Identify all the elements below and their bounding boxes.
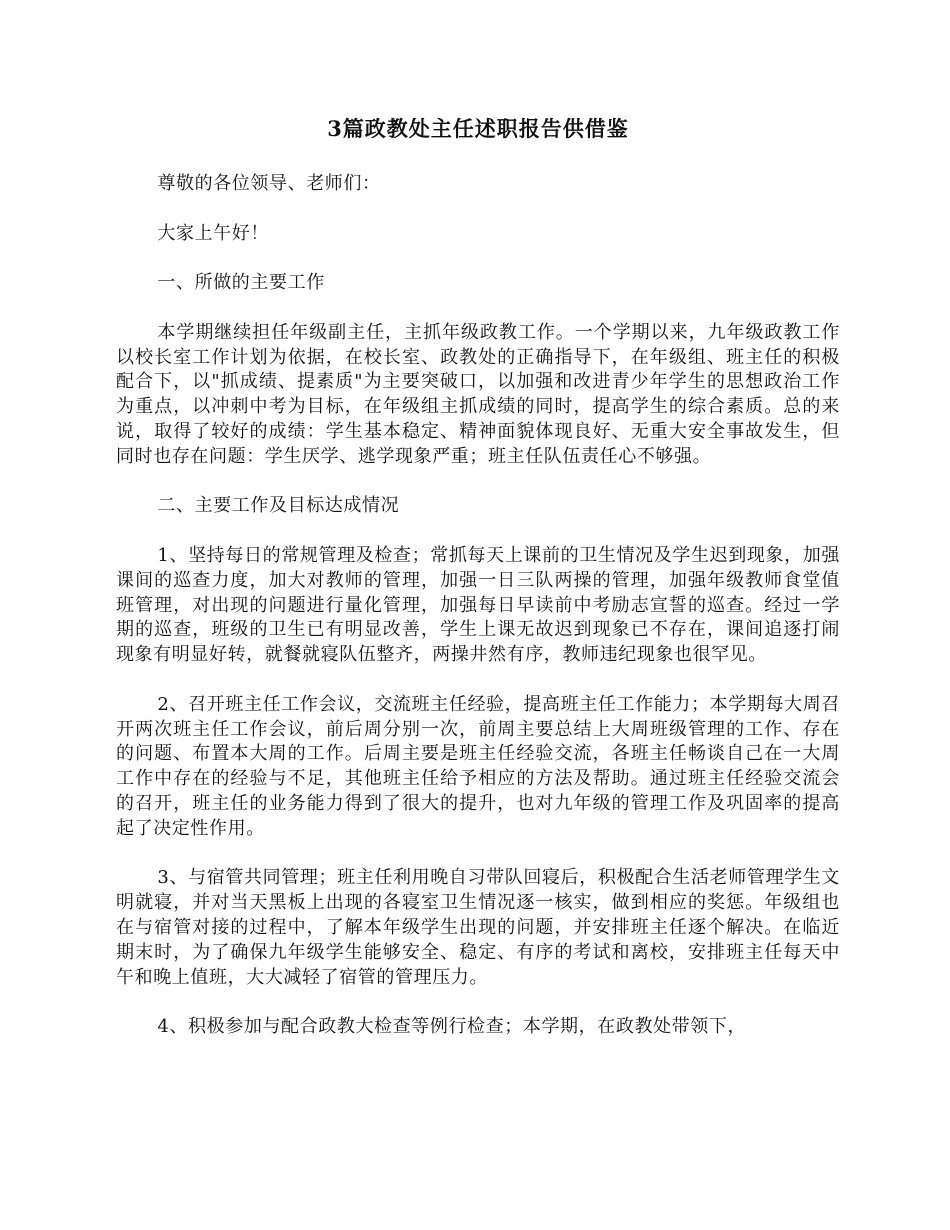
item-3-paragraph: 3、与宿管共同管理；班主任利用晚自习带队回寝后，积极配合生活老师管理学生文明就寝，并对当天黑板上出现的各寝室卫生情况逐一核实，做到相应的奖惩。年级组也在与宿管对接的过程中，了解本年级学生出现的问题，并安排班主任逐个解决。在临近期末时，为了确保九年级学生能够安全、稳定、有序的考试和离校，安排班主任每天中午和晚上值班，大大减轻了宿管的管理压力。: [116, 867, 840, 988]
section-1-paragraph: 本学期继续担任年级副主任，主抓年级政教工作。一个学期以来，九年级政教工作以校长室工作计划为依据，在校长室、政教处的正确指导下，在年级组、班主任的积极配合下，以"抓成绩、提素质"为主要突破口，以加强和改进青少年学生的思想政治工作为重点，以冲刺中考为目标，在年级组主抓成绩的同时，提高学生的综合素质。总的来说，取得了较好的成绩：学生基本稳定、精神面貌体现良好、无重大安全事故发生，但同时也存在问题：学生厌学、逃学现象严重；班主任队伍责任心不够强。: [116, 321, 840, 467]
item-2-paragraph: 2、召开班主任工作会议，交流班主任经验，提高班主任工作能力；本学期每大周召开两次班主任工作会议，前后周分别一次，前周主要总结上大周班级管理的工作、存在的问题、布置本大周的工作。后周主要是班主任经验交流，各班主任畅谈自己在一大周工作中存在的经验与不足，其他班主任给予相应的方法及帮助。通过班主任经验交流会的召开，班主任的业务能力得到了很大的提升，也对九年级的管理工作及巩固率的提高起了决定性作用。: [116, 693, 840, 839]
section-heading-2: 二、主要工作及目标达成情况: [157, 495, 400, 517]
document-title: 3篇政教处主任述职报告供借鉴: [327, 116, 629, 141]
item-4-paragraph: 4、积极参加与配合政教大检查等例行检查；本学期，在政教处带领下，: [157, 1016, 747, 1038]
section-heading-1: 一、所做的主要工作: [157, 272, 325, 294]
salutation: 尊敬的各位领导、老师们：: [157, 173, 381, 194]
item-1-paragraph: 1、坚持每日的常规管理及检查；常抓每天上课前的卫生情况及学生迟到现象，加强课间的巡查力度，加大对教师的管理，加强一日三队两操的管理，加强年级教师食堂值班管理，对出现的问题进行量化管理，加强每日早读前中考励志宣誓的巡查。经过一学期的巡查，班级的卫生已有明显改善，学生上课无故迟到现象已不存在，课间追逐打闹现象有明显好转，就餐就寝队伍整齐，两操井然有序，教师违纪现象也很罕见。: [116, 544, 840, 666]
greeting: 大家上午好！: [157, 222, 269, 244]
